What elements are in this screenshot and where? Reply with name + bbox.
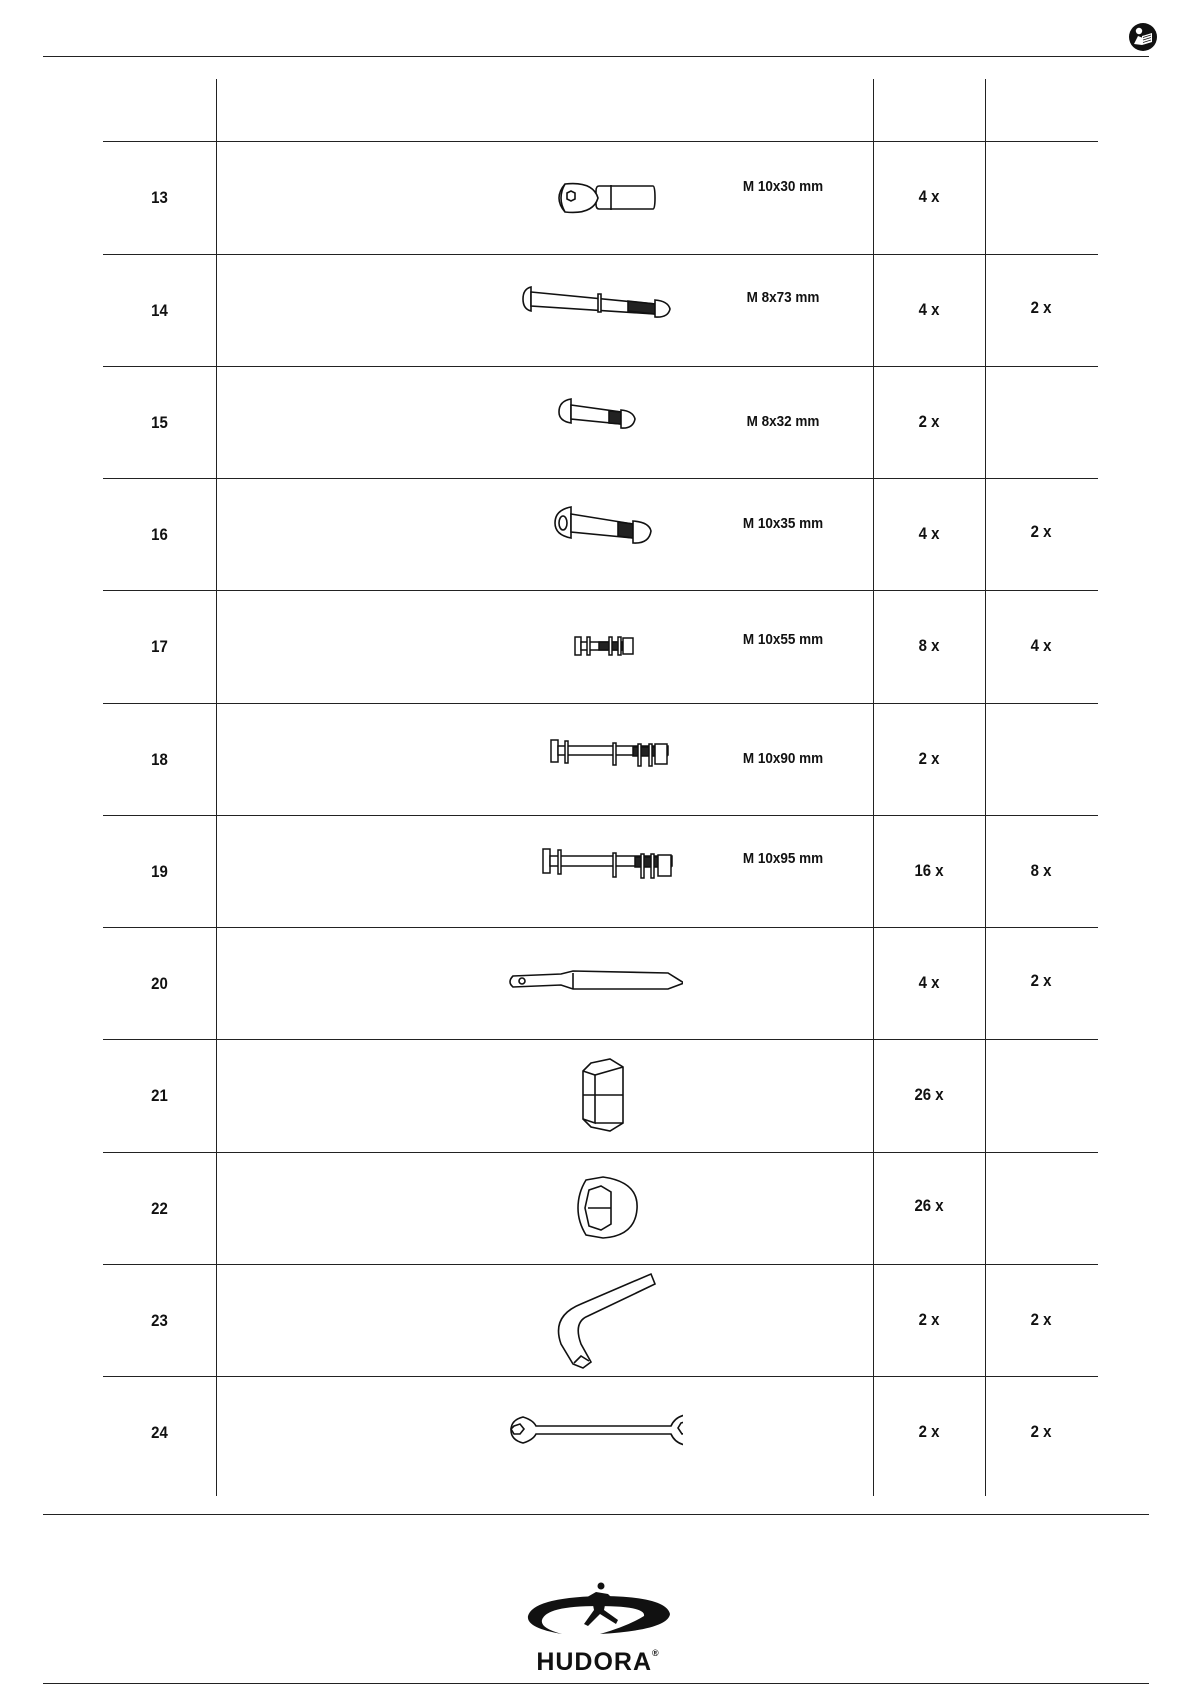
part-number: 15 [151,413,168,432]
part-illustration [423,141,683,254]
quantity: 26 x [914,1196,944,1215]
page-bottom-rule [43,1683,1149,1684]
table-row [103,590,1098,703]
part-number: 14 [151,301,168,320]
quantity: 4 x [918,524,940,543]
table-row [103,703,1098,816]
quantity: 2 x [918,1310,940,1329]
part-number: 19 [151,862,168,881]
quantity: 2 x [918,412,940,431]
table-row [103,366,1098,479]
part-number: 24 [151,1423,168,1442]
table-row [103,254,1098,367]
quantity: 26 x [914,1085,944,1104]
part-spec: M 8x73 mm [746,289,820,306]
quantity-secondary: 2 x [1030,971,1052,990]
part-number: 20 [151,974,168,993]
table-row [103,815,1098,928]
bottom-rule [43,1514,1149,1515]
table-row [103,1264,1098,1377]
top-rule [43,56,1149,57]
part-illustration [423,590,683,703]
quantity: 8 x [918,636,940,655]
part-spec: M 10x95 mm [742,850,824,867]
part-number: 22 [151,1199,168,1218]
part-spec: M 10x35 mm [742,515,824,532]
quantity: 4 x [918,973,940,992]
part-number: 21 [151,1086,168,1105]
brand-name-text: HUDORA [536,1648,653,1676]
part-spec: M 10x30 mm [742,178,824,195]
table-row [103,927,1098,1040]
table-row [103,1376,1098,1489]
part-illustration [423,1039,683,1152]
quantity-secondary: 2 x [1030,1422,1052,1441]
quantity-secondary: 8 x [1030,861,1052,880]
part-spec: M 10x90 mm [742,750,824,767]
read-manual-icon [1128,22,1158,52]
part-illustration [423,478,683,591]
part-illustration [423,254,683,367]
table-row [103,141,1098,254]
table-row [103,1152,1098,1265]
part-number: 23 [151,1311,168,1330]
part-spec: M 8x32 mm [746,413,820,430]
parts-table [103,79,1098,1496]
quantity-secondary: 2 x [1030,298,1052,317]
brand-name [518,1648,678,1677]
part-number: 16 [151,525,168,544]
quantity-secondary: 4 x [1030,636,1052,655]
part-number: 18 [151,750,168,769]
part-illustration [423,927,683,1040]
part-illustration [423,1264,683,1377]
part-illustration [423,366,683,479]
table-row [103,478,1098,591]
quantity-secondary: 2 x [1030,522,1052,541]
part-illustration [423,703,683,816]
part-number: 17 [151,637,168,656]
part-illustration [423,1152,683,1265]
part-illustration [423,815,683,928]
quantity: 2 x [918,1422,940,1441]
quantity: 4 x [918,300,940,319]
quantity: 16 x [914,861,944,880]
trademark-symbol: ® [652,1648,660,1658]
table-row [103,1039,1098,1152]
quantity: 2 x [918,749,940,768]
part-spec: M 10x55 mm [742,631,824,648]
part-illustration [423,1376,683,1489]
quantity-secondary: 2 x [1030,1310,1052,1329]
part-number: 13 [151,188,168,207]
quantity: 4 x [918,187,940,206]
